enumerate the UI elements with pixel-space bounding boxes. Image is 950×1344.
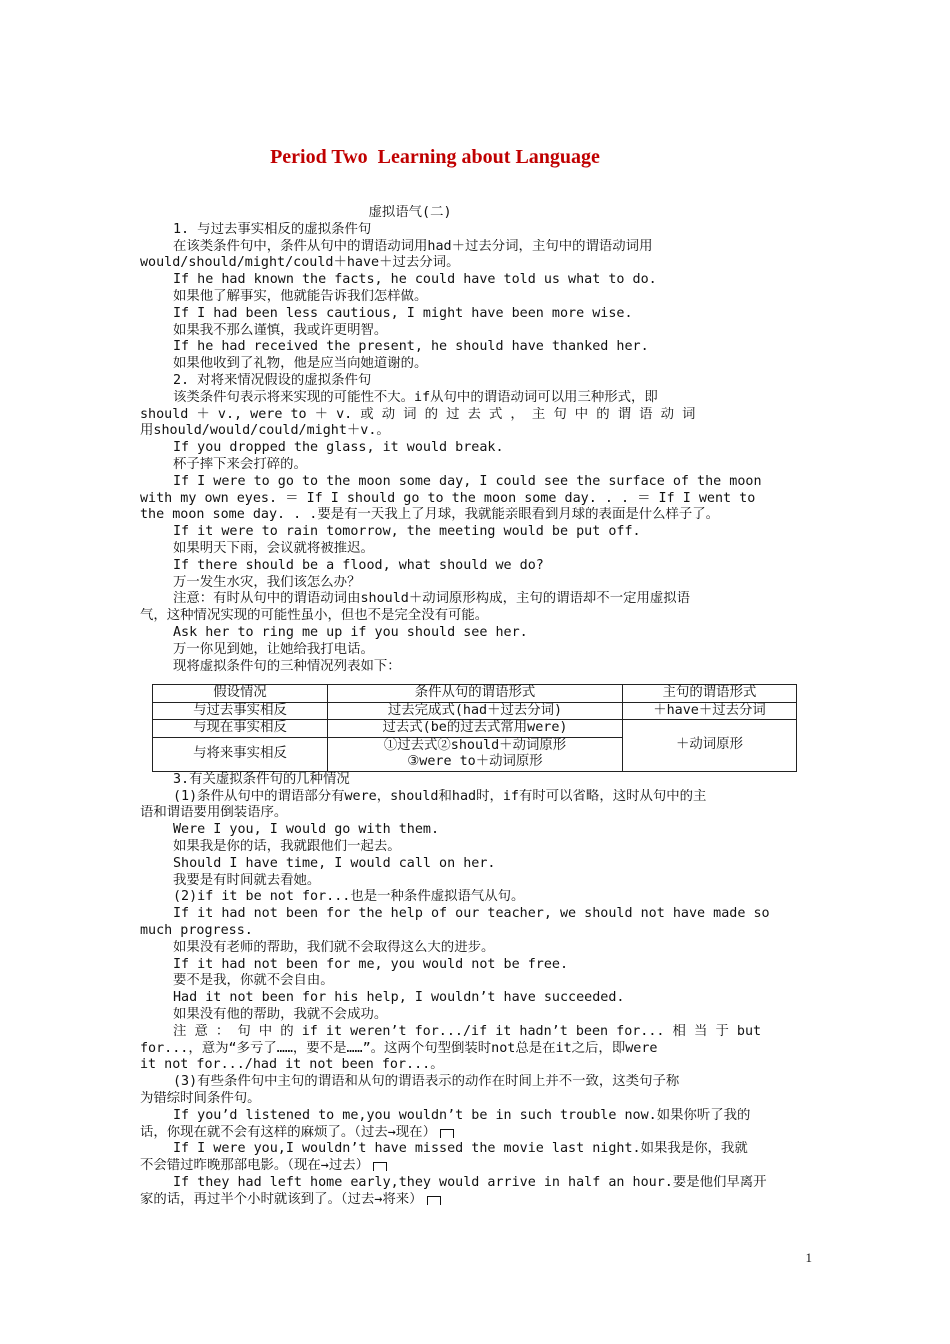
return-mark-icon	[440, 1129, 454, 1138]
table-cell-line: ③were to＋动词原形	[407, 754, 543, 770]
example-chinese: 如果明天下雨，会议就将被推迟。	[173, 540, 374, 556]
document-body	[140, 205, 812, 1209]
example-chinese: 要不是我，你就不会自由。	[173, 973, 334, 989]
table-cell: 过去完成式(had＋过去分词)	[328, 702, 623, 720]
example-english: If he had known the facts, he could have told us what to do.	[173, 272, 657, 288]
example-english: much progress.	[140, 922, 253, 938]
table-cell-line: ①过去式②should＋动词原形	[383, 737, 567, 753]
example-chinese: 如果我是你的话，我就跟他们一起去。	[173, 839, 401, 854]
example-line	[140, 1125, 812, 1142]
example-chinese: 如果没有老师的帮助，我们就不会取得这么大的进步。	[173, 939, 495, 955]
page-title: Period Two Learning about Language	[270, 146, 600, 168]
table-intro: 现将虚拟条件句的三种情况列表如下：	[173, 658, 401, 674]
example-english: If it had not been for the help of our teacher, we should not have made so	[173, 906, 770, 922]
conditional-table	[152, 684, 797, 772]
table-row	[153, 720, 797, 738]
example-english: If you’d listened to me,you wouldn’t be in such trouble now.如果你听了我的	[173, 1107, 751, 1123]
example-english: Ask her to ring me up if you should see her.	[173, 624, 528, 640]
example-chinese: 家的话，再过半个小时就该到了。（过去→将来）	[140, 1191, 423, 1207]
table-header-cell: 主句的谓语形式	[623, 685, 797, 703]
subtitle: 虚拟语气(二)	[368, 205, 452, 220]
section-heading: 2. 对将来情况假设的虚拟条件句	[173, 372, 372, 388]
example-english: the moon some day. . .要是有一天我上了月球，我就能亲眼看到月球的表面是什么样子了。	[140, 507, 720, 523]
note-text: 注意：有时从句中的谓语动词由should＋动词原形构成，主句的谓语却不一定用虚拟语	[173, 591, 691, 607]
example-english: If I had been less cautious, I might have been more wise.	[173, 305, 633, 321]
example-line	[140, 1158, 812, 1175]
section-heading: 3.有关虚拟条件句的几种情况	[173, 771, 350, 787]
example-english: Were I you, I would go with them.	[173, 822, 440, 838]
table-header-cell: 条件从句的谓语形式	[328, 685, 623, 703]
rule-text: would/should/might/could＋have＋过去分词。	[140, 255, 460, 271]
table-cell	[328, 737, 623, 771]
example-chinese: 如果没有他的帮助，我就不会成功。	[173, 1006, 388, 1022]
table-header-row	[153, 685, 797, 703]
note-text: for...，意为“多亏了……，要不是……”。这两个句型倒装时not总是在it之后，即were	[140, 1040, 658, 1056]
paragraph-text: 为错综时间条件句。	[140, 1090, 261, 1106]
example-english: If they had left home early,they would arrive in half an hour.要是他们早离开	[173, 1174, 767, 1190]
example-chinese: 杯子摔下来会打碎的。	[173, 456, 307, 472]
table-cell: 与过去事实相反	[153, 702, 328, 720]
example-chinese: 话，你现在就不会有这样的麻烦了。（过去→现在）	[140, 1124, 436, 1140]
example-chinese: 万一你见到她，让她给我打电话。	[173, 641, 374, 657]
example-english: If I were to go to the moon some day, I could see the surface of the moon	[173, 473, 762, 489]
return-mark-icon	[427, 1196, 441, 1205]
example-english: Should I have time, I would call on her.	[173, 855, 496, 871]
example-english: If it were to rain tomorrow, the meeting would be put off.	[173, 524, 641, 540]
paragraph-text: (2)if it be not for...也是一种条件虚拟语气从句。	[173, 889, 525, 905]
table-header-cell: 假设情况	[153, 685, 328, 703]
table-row	[153, 702, 797, 720]
table-cell: 与将来事实相反	[153, 737, 328, 771]
paragraph-text: (1)条件从句中的谓语部分有were，should和had时，if有时可以省略，这时从句中的主	[173, 788, 707, 804]
table-cell-merged: ＋动词原形	[623, 720, 797, 772]
section-heading: 1. 与过去事实相反的虚拟条件句	[173, 221, 372, 237]
example-chinese: 我要是有时间就去看她。	[173, 872, 321, 888]
example-english: If you dropped the glass, it would break.	[173, 440, 504, 456]
table-cell: 过去式(be的过去式常用were)	[328, 720, 623, 738]
example-english: with my own eyes. ＝ If I should go to the moon some day. . . ＝ If I went to	[140, 490, 756, 506]
example-english: Had it not been for his help, I wouldn’t have succeeded.	[173, 990, 625, 1006]
page-number: 1	[805, 1250, 812, 1265]
rule-text: 用should/would/could/might＋v.。	[140, 423, 390, 439]
table-cell: ＋have＋过去分词	[623, 702, 797, 720]
note-text: 气，这种情况实现的可能性虽小，但也不是完全没有可能。	[140, 608, 489, 624]
example-chinese: 不会错过昨晚那部电影。（现在→过去）	[140, 1158, 370, 1174]
rule-text: 在该类条件句中，条件从句中的谓语动词用had＋过去分词，主句中的谓语动词用	[173, 238, 653, 254]
table-cell: 与现在事实相反	[153, 720, 328, 738]
return-mark-icon	[373, 1162, 387, 1171]
example-english: If it had not been for me, you would not be free.	[173, 956, 569, 972]
example-english: If I were you,I wouldn’t have missed the movie last night.如果我是你，我就	[173, 1141, 748, 1157]
rule-text: should ＋ v., were to ＋ v. 或 动 词 的 过 去 式 ， 主 句 中 的 谓 语 动 词	[140, 406, 696, 422]
note-text: 注 意 ： 句 中 的 if it weren’t for.../if it hadn’t been for... 相 当 于 but	[173, 1023, 762, 1039]
example-chinese: 万一发生水灾，我们该怎么办？	[173, 574, 361, 590]
note-text: it not for.../had it not been for...。	[140, 1057, 444, 1073]
example-chinese: 如果他收到了礼物，他是应当向她道谢的。	[173, 356, 428, 372]
paragraph-text: 语和谓语要用倒装语序。	[140, 805, 288, 821]
example-english: If there should be a flood, what should we do?	[173, 557, 544, 573]
example-chinese: 如果我不那么谨慎，我或许更明智。	[173, 322, 388, 338]
example-english: If he had received the present, he should have thanked her.	[173, 339, 649, 355]
example-line	[140, 1192, 812, 1209]
paragraph-text: (3)有些条件句中主句的谓语和从句的谓语表示的动作在时间上并不一致，这类句子称	[173, 1074, 680, 1090]
example-chinese: 如果他了解事实，他就能告诉我们怎样做。	[173, 288, 428, 304]
rule-text: 该类条件句表示将来实现的可能性不大。if从句中的谓语动词可以用三种形式，即	[173, 389, 658, 405]
